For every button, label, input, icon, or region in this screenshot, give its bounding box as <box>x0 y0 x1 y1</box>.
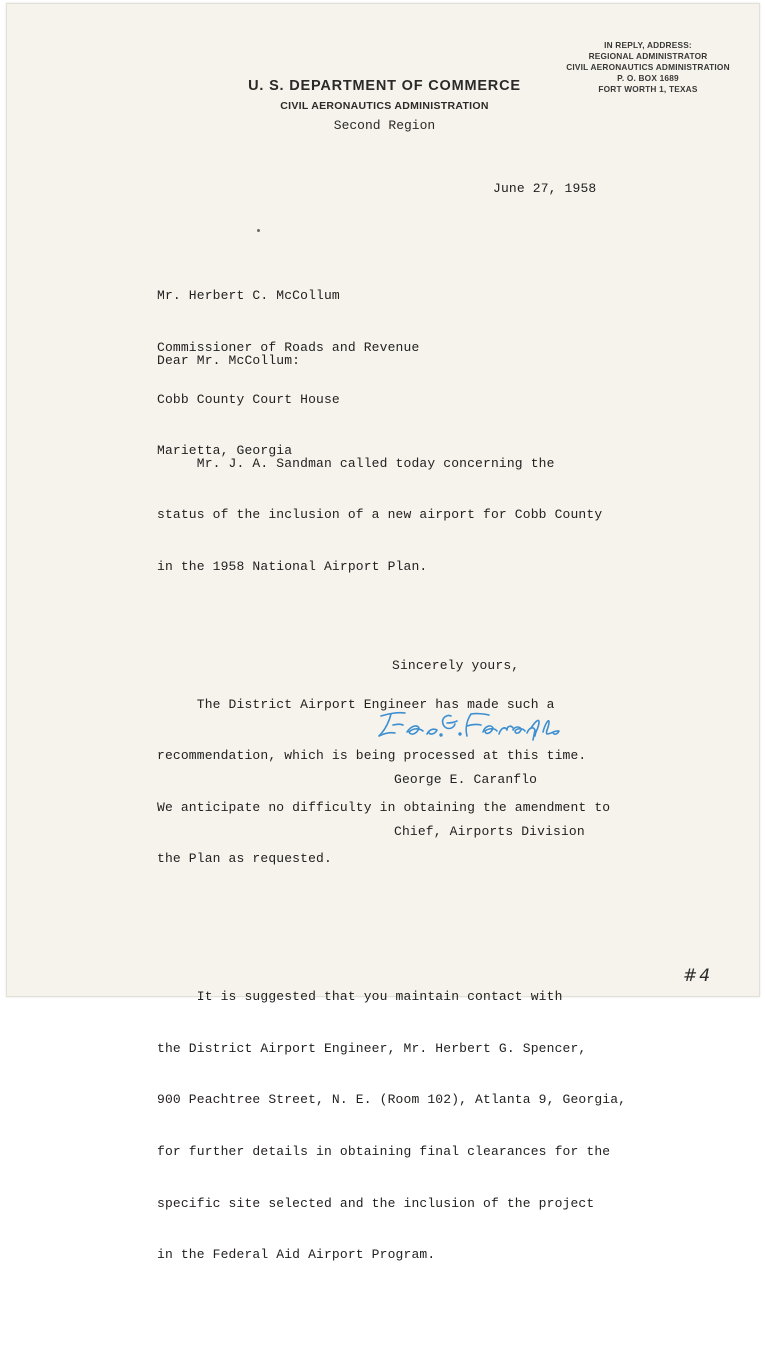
body-line: in the Federal Aid Airport Program. <box>157 1247 436 1263</box>
body-line: It is suggested that you maintain contact with <box>157 989 563 1005</box>
body-line: recommendation, which is being processed at this time. <box>157 748 587 764</box>
closing: Sincerely yours, <box>392 658 520 673</box>
body-line: We anticipate no difficulty in obtaining the amendment to <box>157 799 611 815</box>
paper-speck <box>257 229 260 232</box>
salutation: Dear Mr. McCollum: <box>157 353 301 368</box>
body-line: The District Airport Engineer has made such a <box>157 696 555 712</box>
body-line: specific site selected and the inclusion of the project <box>157 1195 595 1211</box>
letterhead <box>207 76 562 136</box>
letter-date: June 27, 1958 <box>493 181 597 196</box>
reply-address-block <box>562 40 734 95</box>
letter-page <box>6 3 760 1263</box>
reply-address-line: IN REPLY, ADDRESS: <box>604 40 692 50</box>
reply-address-line: P. O. BOX 1689 <box>617 73 679 83</box>
body-line: the Plan as requested. <box>157 851 332 867</box>
body-line: Mr. J. A. Sandman called today concerning the <box>157 455 555 471</box>
signer-block <box>394 737 585 875</box>
body-line: for further details in obtaining final clearances for the <box>157 1143 611 1159</box>
recipient-line: Marietta, Georgia <box>157 443 293 459</box>
department-name: U. S. DEPARTMENT OF COMMERCE <box>248 78 521 94</box>
signer-title: Chief, Airports Division <box>394 824 585 840</box>
recipient-line: Cobb County Court House <box>157 391 340 407</box>
body-line: 900 Peachtree Street, N. E. (Room 102), Atlanta 9, Georgia, <box>157 1092 627 1108</box>
reply-address-line: REGIONAL ADMINISTRATOR <box>588 51 708 61</box>
region-name: Second Region <box>333 118 436 133</box>
reply-address-line: FORT WORTH 1, TEXAS <box>598 84 698 94</box>
reply-address-line: CIVIL AERONAUTICS ADMINISTRATION <box>566 62 730 72</box>
body-line: in the 1958 National Airport Plan. <box>157 559 428 575</box>
recipient-line: Mr. Herbert C. McCollum <box>157 288 340 304</box>
body-paragraph-1 <box>157 420 626 609</box>
signer-name: George E. Caranflo <box>394 772 538 788</box>
recipient-line: Commissioner of Roads and Revenue <box>157 340 420 356</box>
body-paragraph-3 <box>157 954 626 1298</box>
body-line: the District Airport Engineer, Mr. Herbert G. Spencer, <box>157 1040 587 1056</box>
page-number: #4 <box>683 966 713 986</box>
body-line: status of the inclusion of a new airport for Cobb County <box>157 507 603 523</box>
administration-name: CIVIL AERONAUTICS ADMINISTRATION <box>280 100 489 112</box>
